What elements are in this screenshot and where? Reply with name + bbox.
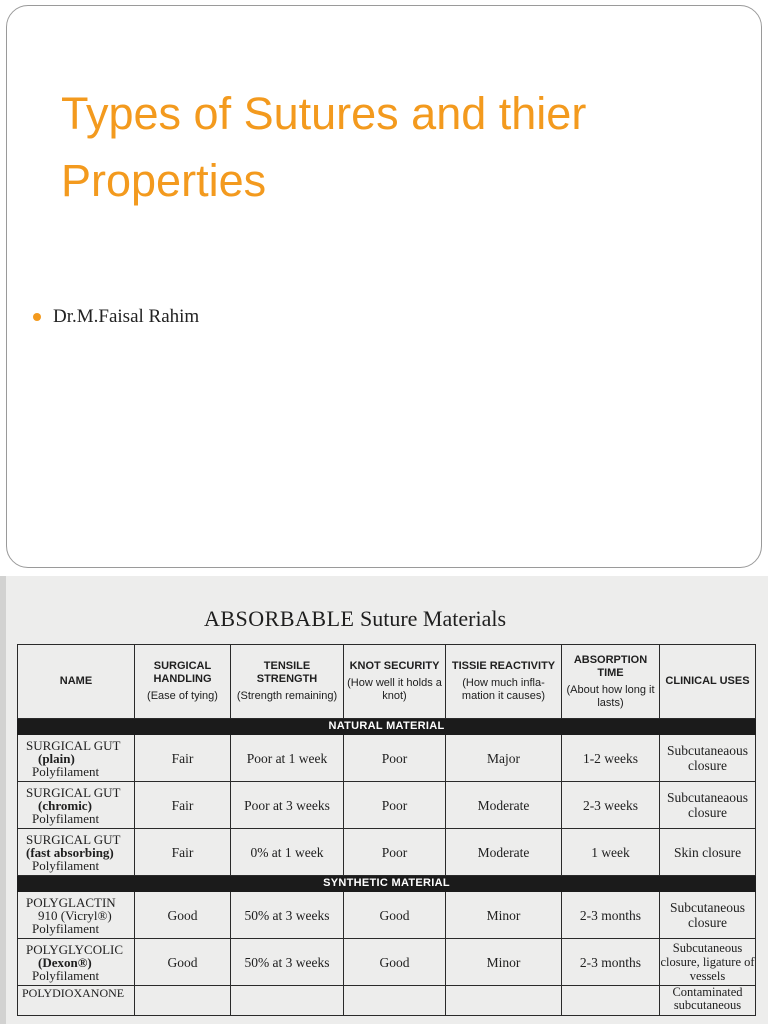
cell-knot: Poor: [344, 782, 446, 829]
section-band-synthetic: [18, 876, 756, 892]
cell-absorption: 2-3 months: [562, 892, 660, 939]
cell-reactivity: Moderate: [446, 782, 562, 829]
cell-absorption: 1-2 weeks: [562, 735, 660, 782]
scan-edge: [0, 576, 6, 1024]
cell-knot: Good: [344, 939, 446, 986]
cell-handling: Fair: [135, 829, 231, 876]
cell-name: POLYGLYCOLIC (Dexon®) Polyfilament: [18, 939, 135, 986]
col-header-reactivity: TISSIE REACTIVITY (How much infla-mation it causes): [446, 645, 562, 719]
cell-tensile: 50% at 3 weeks: [231, 892, 344, 939]
slide-title-line-2: Properties: [61, 155, 267, 206]
cell-uses: Subcutaneaous closure: [660, 782, 756, 829]
cell-empty: [135, 986, 231, 1016]
table-title: [204, 606, 506, 632]
cell-tensile: 50% at 3 weeks: [231, 939, 344, 986]
col-header-handling: SURGICAL HANDLING (Ease of tying): [135, 645, 231, 719]
cell-tensile: 0% at 1 week: [231, 829, 344, 876]
absorbable-suture-table: [17, 644, 756, 1016]
cell-knot: Poor: [344, 735, 446, 782]
cell-empty: [231, 986, 344, 1016]
table-row: [18, 829, 756, 876]
col-header-absorption: ABSORPTION TIME (About how long it lasts): [562, 645, 660, 719]
section-band-natural: [18, 719, 756, 735]
table-title-strong: ABSORBABLE: [204, 606, 355, 631]
cell-uses: Subcutaneaous closure: [660, 735, 756, 782]
col-header-tensile: TENSILE STRENGTH (Strength remaining): [231, 645, 344, 719]
cell-name: SURGICAL GUT (chromic) Polyfilament: [18, 782, 135, 829]
cell-handling: Fair: [135, 735, 231, 782]
cell-absorption: 1 week: [562, 829, 660, 876]
cell-uses: Skin closure: [660, 829, 756, 876]
cell-empty: [562, 986, 660, 1016]
author-bullet: [33, 306, 199, 328]
cell-knot: Good: [344, 892, 446, 939]
cell-tensile: Poor at 3 weeks: [231, 782, 344, 829]
author-name: Dr.M.Faisal Rahim: [53, 306, 200, 327]
slide-title-line-1: Types of Sutures and thier: [61, 88, 587, 139]
table-row: [18, 782, 756, 829]
cell-reactivity: Major: [446, 735, 562, 782]
cell-handling: Good: [135, 892, 231, 939]
scanned-table-image: [0, 576, 768, 1024]
slide-title: [61, 80, 741, 214]
table-title-rest: Suture Materials: [359, 606, 507, 631]
cell-reactivity: Minor: [446, 892, 562, 939]
table-row: [18, 892, 756, 939]
cell-absorption: 2-3 weeks: [562, 782, 660, 829]
cell-name: SURGICAL GUT (fast absorbing) Polyfilament: [18, 829, 135, 876]
cell-uses: Subcutaneous closure: [660, 892, 756, 939]
bullet-dot-icon: [33, 313, 41, 321]
cell-uses: Subcutaneous closure, ligature of vessels: [660, 939, 756, 986]
section-label-natural: NATURAL MATERIAL: [18, 719, 756, 735]
table-row: [18, 735, 756, 782]
table-row: [18, 939, 756, 986]
cell-name: SURGICAL GUT (plain) Polyfilament: [18, 735, 135, 782]
cell-empty: [344, 986, 446, 1016]
cell-reactivity: Minor: [446, 939, 562, 986]
cell-reactivity: Moderate: [446, 829, 562, 876]
cell-absorption: 2-3 months: [562, 939, 660, 986]
col-header-name: NAME: [18, 645, 135, 719]
cell-name: POLYGLACTIN 910 (Vicryl®) Polyfilament: [18, 892, 135, 939]
col-header-knot: KNOT SECURITY (How well it holds a knot): [344, 645, 446, 719]
col-header-uses: CLINICAL USES: [660, 645, 756, 719]
cell-knot: Poor: [344, 829, 446, 876]
cell-empty: [446, 986, 562, 1016]
section-label-synthetic: SYNTHETIC MATERIAL: [18, 876, 756, 892]
cell-name: POLYDIOXANONE: [18, 986, 135, 1016]
cell-tensile: Poor at 1 week: [231, 735, 344, 782]
cell-handling: Good: [135, 939, 231, 986]
cell-handling: Fair: [135, 782, 231, 829]
cell-uses: Contaminated subcutaneous: [660, 986, 756, 1016]
title-slide: [6, 5, 762, 568]
table-header-row: [18, 645, 756, 719]
table-row-partial: [18, 986, 756, 1016]
